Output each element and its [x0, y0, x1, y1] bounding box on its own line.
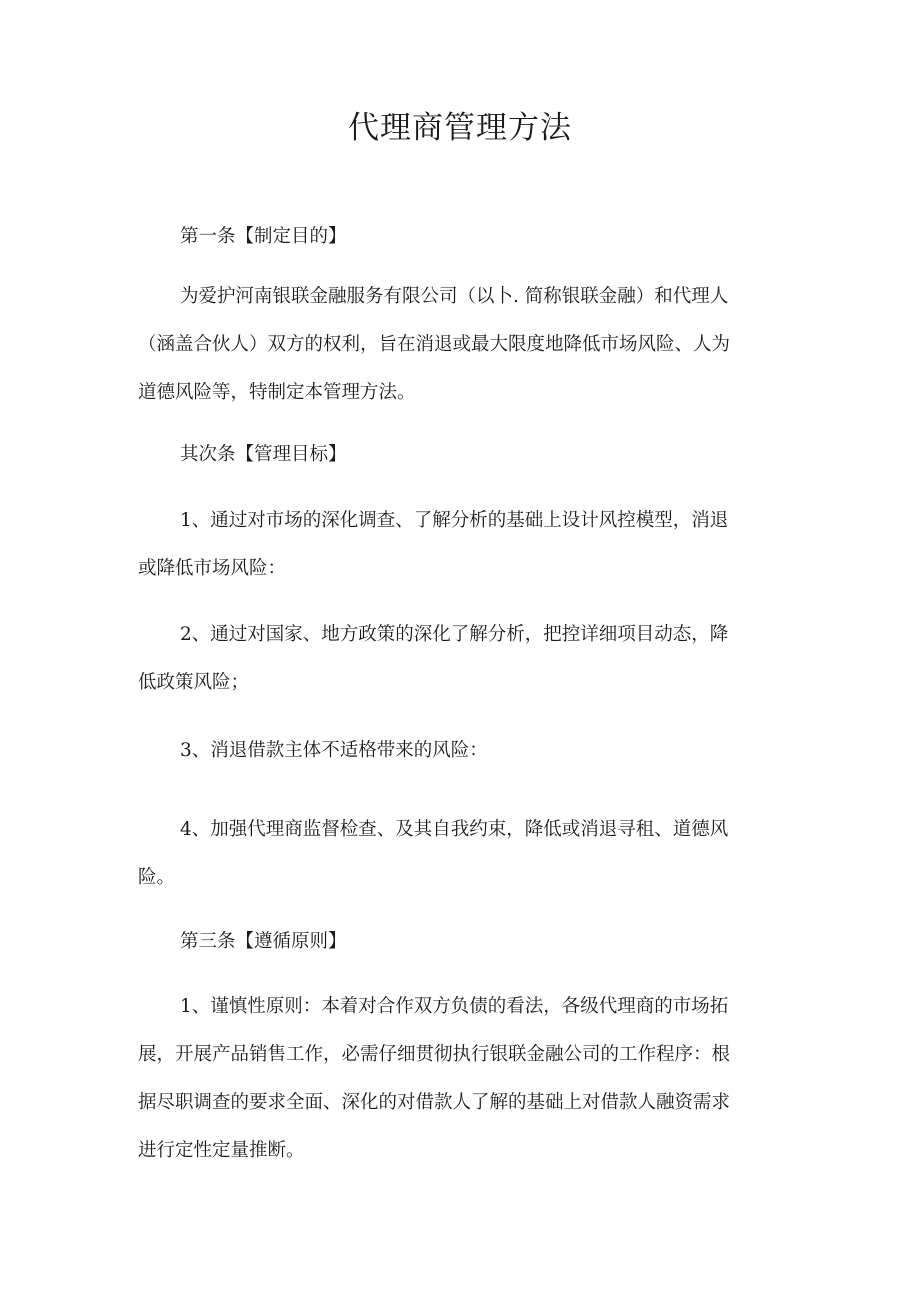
section-2-item-1 [138, 497, 788, 593]
document-title: 代理商管理方法 [348, 110, 572, 146]
section-3-heading: 第三条【遵循原则】 [180, 931, 347, 952]
section-1-heading: 第一条【制定目的】 [180, 226, 347, 247]
section-2-item-3: 3、消退借款主体不适格带来的风险： [180, 740, 488, 761]
section-2-item-1-line-2: 或降低市场风险： [138, 558, 287, 579]
section-2-item-2 [138, 611, 788, 707]
section-2-item-4-line-2: 险。 [138, 867, 176, 888]
section-1-paragraph-line-3: 道德风险等，特制定本管理方法。 [138, 382, 416, 403]
section-2-item-2-line-1: 2、通过对国家、地方政策的深化了解分析，把控详细项目动态，降 [180, 624, 729, 645]
section-1-paragraph-line-2: （涵盖合伙人）双方的权利，旨在消退或最大限度地降低市场风险、人为 [138, 334, 731, 355]
section-1-paragraph-line-1: 为爱护河南银联金融服务有限公司（以卜. 简称银联金融）和代理人 [180, 286, 729, 307]
section-2-heading: 其次条【管理目标】 [180, 444, 347, 465]
section-2-item-4-line-1: 4、加强代理商监督检查、及其自我约束，降低或消退寻租、道德风 [180, 819, 729, 840]
section-2-item-1-line-1: 1、通过对市场的深化调查、了解分析的基础上设计风控模型，消退 [180, 510, 729, 531]
section-3-item-1-line-3: 据尽职调查的要求全面、深化的对借款人了解的基础上对借款人融资需求 [138, 1092, 731, 1113]
section-2-item-2-line-2: 低政策风险； [138, 672, 250, 693]
section-3-item-1-line-4: 进行定性定量推断。 [138, 1140, 305, 1161]
section-3-item-1-line-1: 1、谨慎性原则：本着对合作双方负债的看法，各级代理商的市场拓 [180, 996, 729, 1017]
section-3-item-1-line-2: 展，开展产品销售工作，必需仔细贯彻执行银联金融公司的工作程序：根 [138, 1044, 731, 1065]
section-3-item-1 [138, 983, 788, 1175]
section-1-paragraph [138, 273, 788, 417]
section-2-item-4 [138, 806, 788, 902]
